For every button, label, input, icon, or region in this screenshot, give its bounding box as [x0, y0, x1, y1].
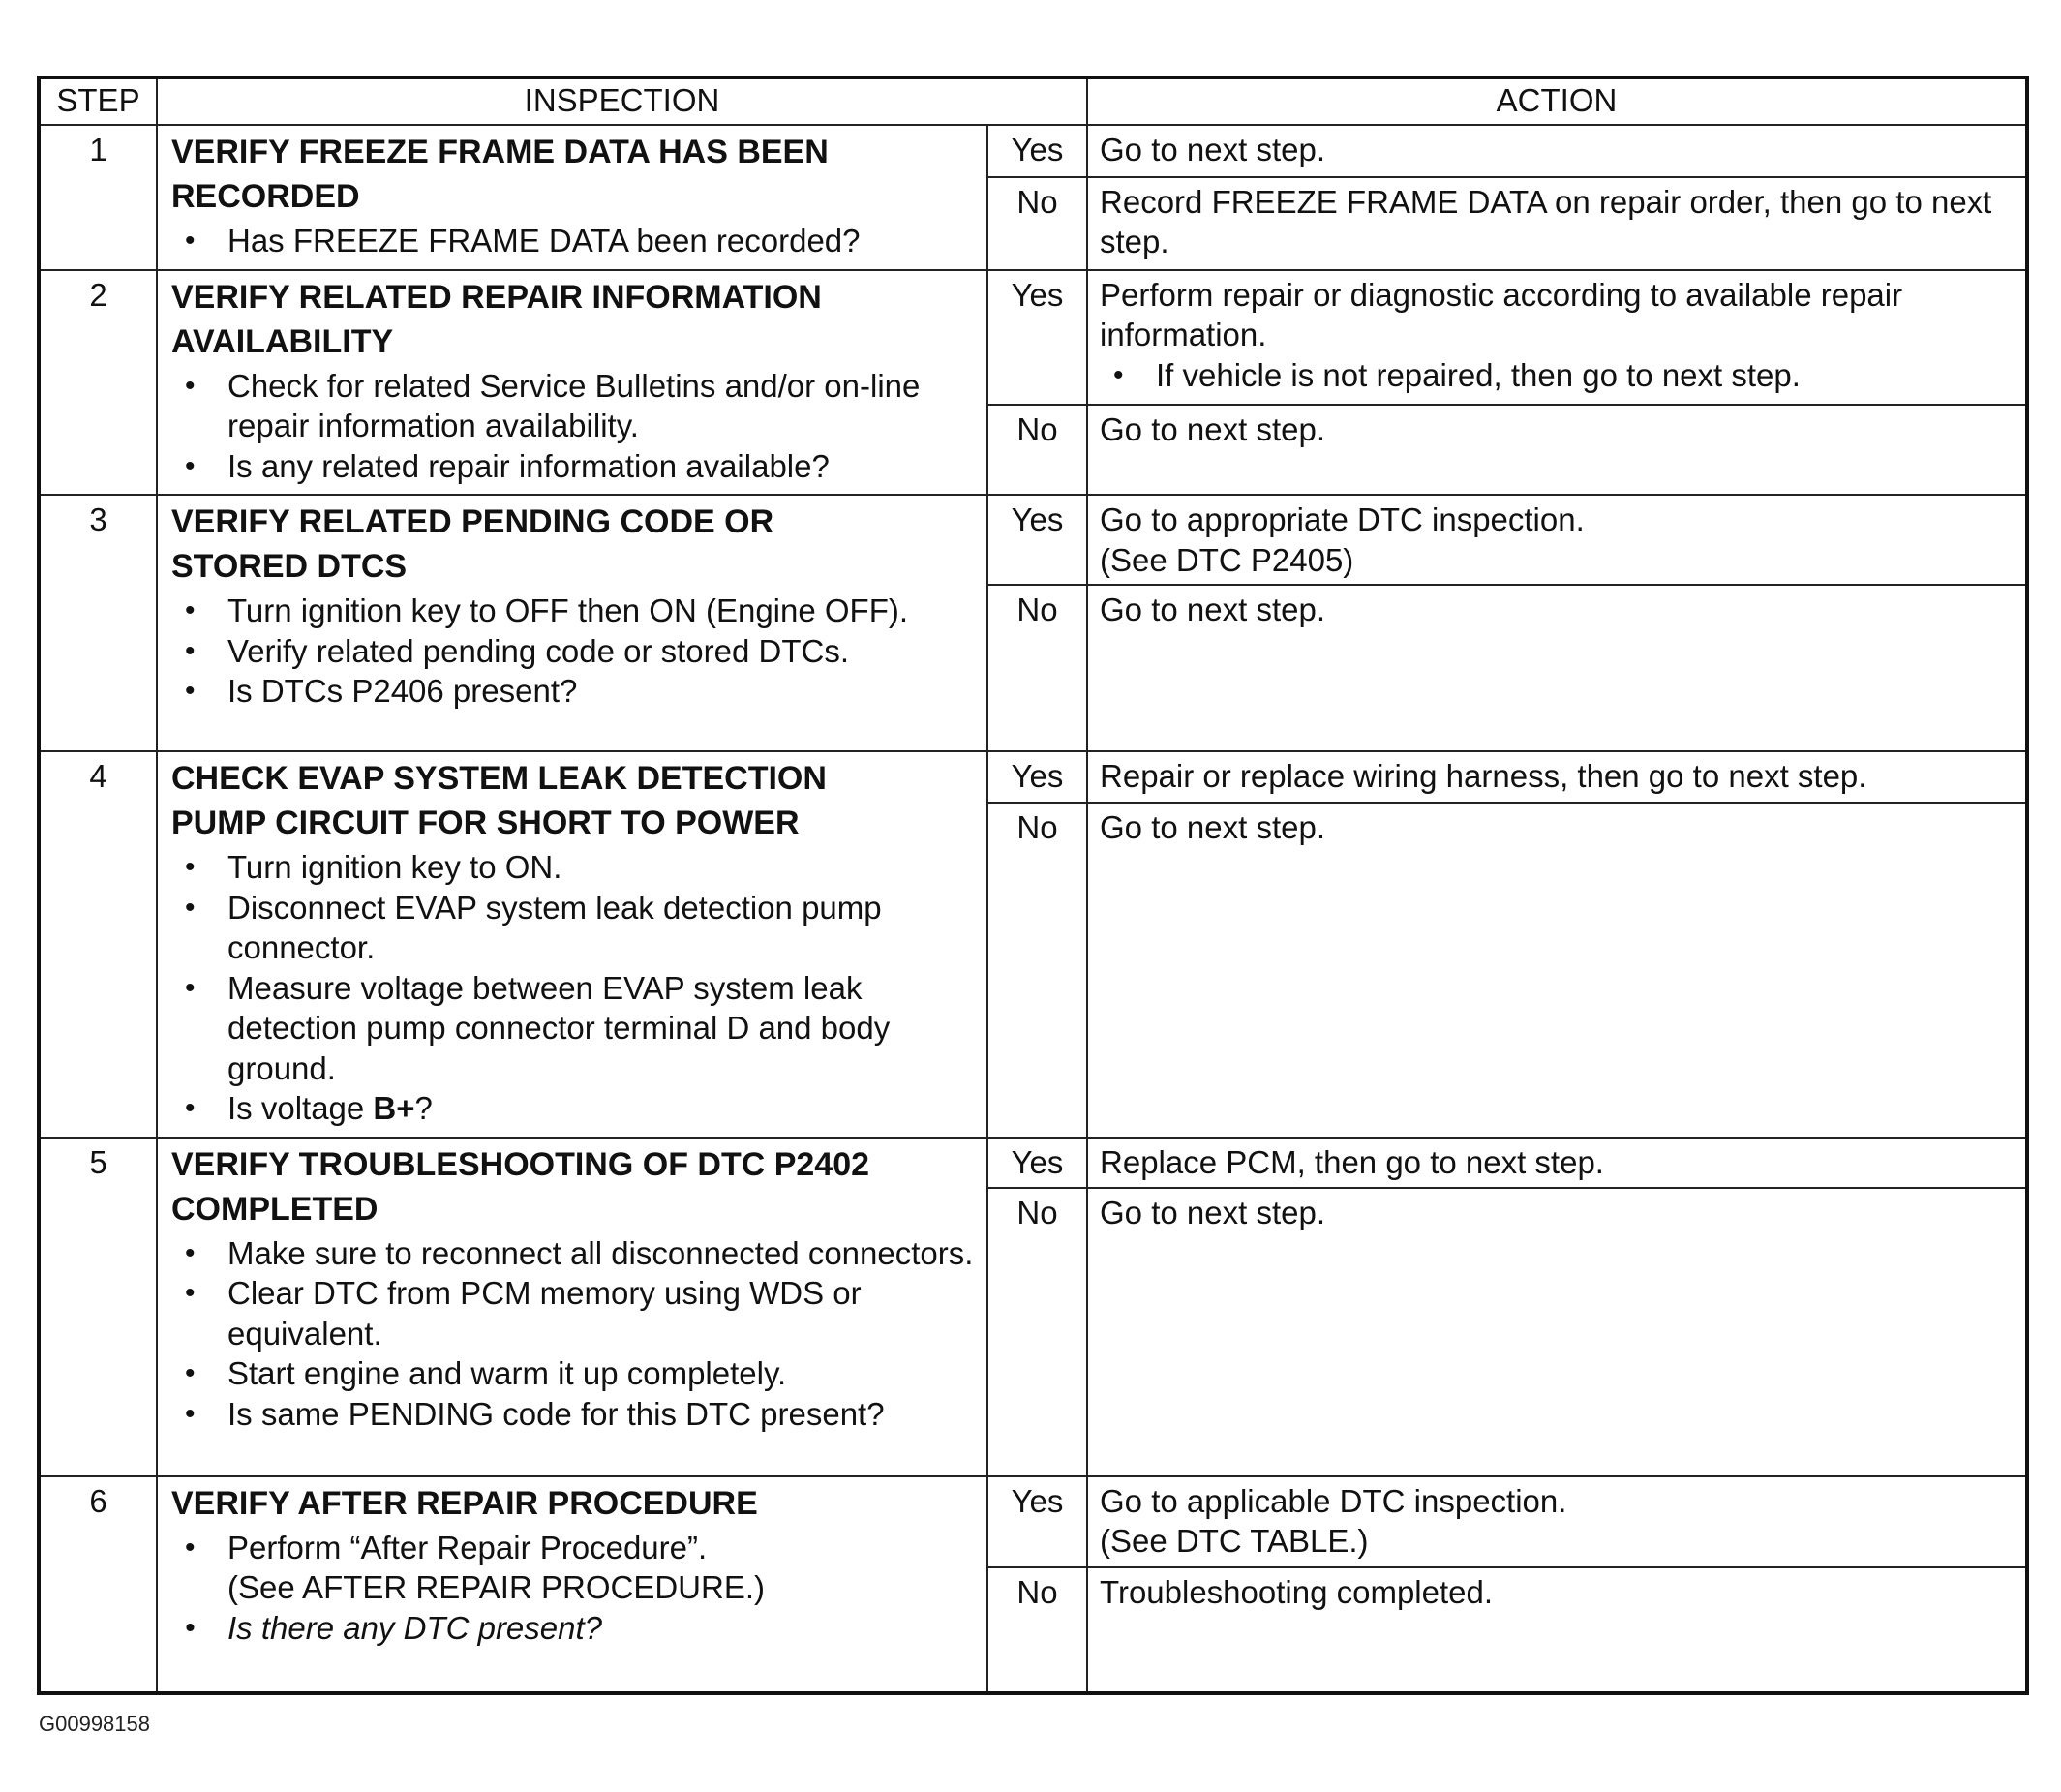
list-item: • Verify related pending code or stored DTCs.: [227, 631, 977, 672]
inspection-bullets: [171, 221, 977, 261]
table-row: [39, 125, 2027, 177]
yes-action: Replace PCM, then go to next step.: [1087, 1138, 2027, 1188]
no-label: No: [987, 803, 1087, 1138]
no-label: No: [987, 585, 1087, 751]
yes-label: Yes: [987, 270, 1087, 405]
list-item: • Clear DTC from PCM memory using WDS or equivalent.: [227, 1273, 977, 1353]
step-number: 4: [39, 751, 157, 1138]
no-action: Troubleshooting completed.: [1087, 1567, 2027, 1693]
list-item: • Turn ignition key to OFF then ON (Engine OFF).: [227, 591, 977, 631]
list-item: • Measure voltage between EVAP system leak detection pump connector terminal D and body ground.: [227, 968, 977, 1089]
list-item: • Is DTCs P2406 present?: [227, 671, 977, 712]
header-step: STEP: [39, 77, 157, 125]
inspection-title: VERIFY TROUBLESHOOTING OF DTC P2402 COMPLETED: [171, 1145, 870, 1228]
yes-label: Yes: [987, 751, 1087, 803]
action-text: Go to applicable DTC inspection.: [1100, 1482, 1567, 1519]
list-item: • Perform “After Repair Procedure”. (See AFTER REPAIR PROCEDURE.): [227, 1528, 977, 1608]
list-item: • Is same PENDING code for this DTC present?: [227, 1394, 977, 1435]
list-item: • Disconnect EVAP system leak detection pump connector.: [227, 888, 977, 968]
table-row: [39, 270, 2027, 405]
step-number: 2: [39, 270, 157, 496]
step-number: 5: [39, 1138, 157, 1476]
inspection-title: VERIFY RELATED REPAIR INFORMATION AVAILABILITY: [171, 278, 822, 360]
inspection-title: VERIFY AFTER REPAIR PROCEDURE: [171, 1484, 758, 1522]
table-row: [39, 751, 2027, 803]
inspection-cell: [157, 751, 987, 1138]
yes-label: Yes: [987, 125, 1087, 177]
figure-code: G00998158: [39, 1712, 150, 1736]
inspection-cell: [157, 1476, 987, 1693]
list-item: • If vehicle is not repaired, then go to next step.: [1156, 355, 2016, 396]
table-row: [39, 495, 2027, 585]
no-action: Go to next step.: [1087, 405, 2027, 495]
inspection-cell: [157, 495, 987, 751]
list-item: • Check for related Service Bulletins and/or on-line repair information availability.: [227, 366, 977, 446]
action-reference: (See DTC P2405): [1100, 541, 1354, 578]
list-item: • Is any related repair information available?: [227, 446, 977, 487]
list-item: • Is there any DTC present?: [227, 1608, 977, 1649]
dtc-troubleshooting-table: [37, 76, 2029, 1695]
inspection-title: CHECK EVAP SYSTEM LEAK DETECTION PUMP CIRCUIT FOR SHORT TO POWER: [171, 760, 827, 841]
yes-action: Repair or replace wiring harness, then go to next step.: [1087, 751, 2027, 803]
inspection-title: VERIFY FREEZE FRAME DATA HAS BEEN RECORDED: [171, 134, 829, 215]
yes-action: Go to next step.: [1087, 125, 2027, 177]
yes-action: [1087, 1476, 2027, 1567]
inspection-bullets: [171, 1528, 977, 1649]
no-action: Go to next step.: [1087, 1188, 2027, 1476]
no-label: No: [987, 1188, 1087, 1476]
list-item: • Has FREEZE FRAME DATA been recorded?: [227, 221, 977, 261]
yes-action: [1087, 495, 2027, 585]
no-label: No: [987, 405, 1087, 495]
step-number: 1: [39, 125, 157, 270]
list-item: • Is voltage B+?: [227, 1088, 977, 1129]
inspection-bullets: [171, 847, 977, 1129]
no-label: No: [987, 1567, 1087, 1693]
yes-label: Yes: [987, 495, 1087, 585]
list-item: • Make sure to reconnect all disconnected connectors.: [227, 1233, 977, 1274]
yes-label: Yes: [987, 1138, 1087, 1188]
inspection-cell: [157, 1138, 987, 1476]
list-item: • Turn ignition key to ON.: [227, 847, 977, 888]
inspection-bullets: [171, 591, 977, 712]
header-inspection: INSPECTION: [157, 77, 1087, 125]
header-action: ACTION: [1087, 77, 2027, 125]
no-label: No: [987, 177, 1087, 270]
inspection-cell: [157, 125, 987, 270]
yes-label: Yes: [987, 1476, 1087, 1567]
no-action: Go to next step.: [1087, 585, 2027, 751]
inspection-bullets: [171, 1233, 977, 1435]
table-row: [39, 1138, 2027, 1188]
inspection-bullets: [171, 366, 977, 487]
table-row: [39, 1476, 2027, 1567]
table-header-row: [39, 77, 2027, 125]
action-text: Go to appropriate DTC inspection.: [1100, 501, 1585, 537]
action-text: Perform repair or diagnostic according to available repair information.: [1100, 276, 1903, 352]
inspection-cell: [157, 270, 987, 496]
yes-action: [1087, 270, 2027, 405]
no-action: Go to next step.: [1087, 803, 2027, 1138]
inspection-title: VERIFY RELATED PENDING CODE OR STORED DTCS: [171, 503, 774, 585]
action-reference: (See DTC TABLE.): [1100, 1523, 1369, 1559]
step-number: 6: [39, 1476, 157, 1693]
step-number: 3: [39, 495, 157, 751]
list-item: • Start engine and warm it up completely.: [227, 1353, 977, 1394]
no-action: Record FREEZE FRAME DATA on repair order, then go to next step.: [1087, 177, 2027, 270]
action-bullets: [1100, 355, 2016, 396]
